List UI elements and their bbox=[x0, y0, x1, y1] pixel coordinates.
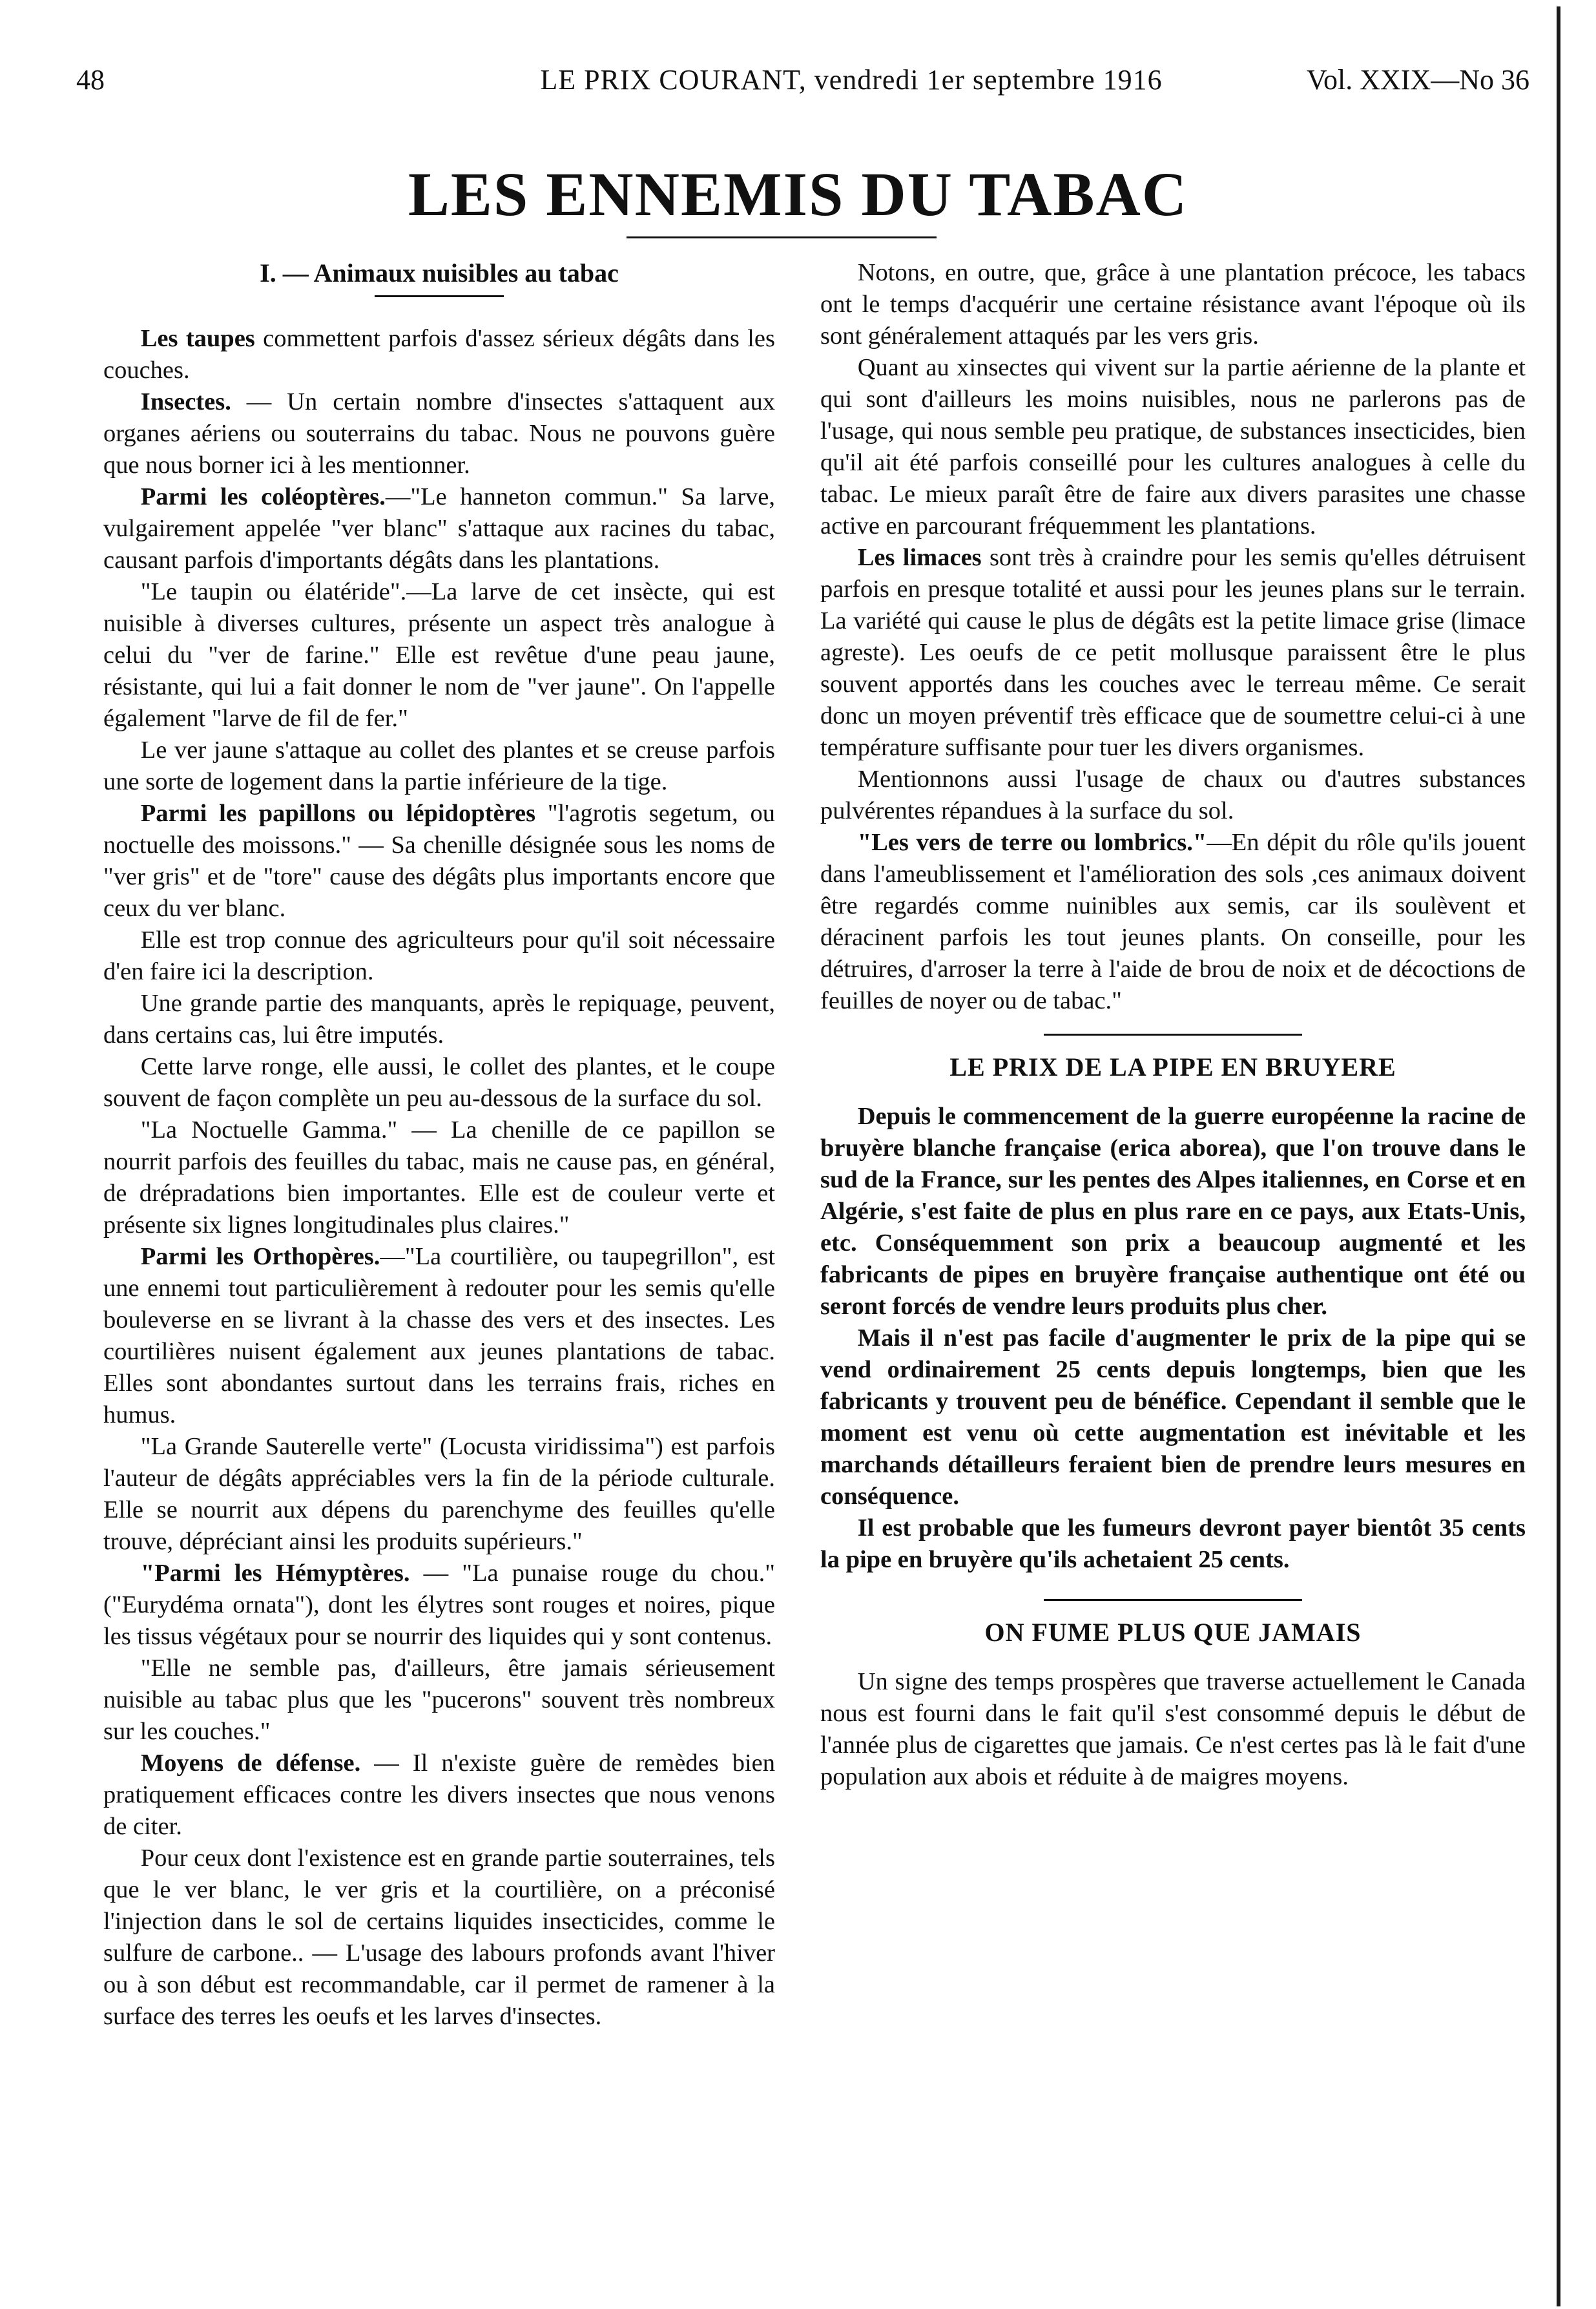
article-paragraph bbox=[103, 576, 775, 735]
article-body-left bbox=[103, 323, 775, 2032]
paragraph-text: Cette larve ronge, elle aussi, le collet des plantes, et le coupe souvent de façon complète un peu au-dessous de la surface du sol. bbox=[103, 1053, 775, 1112]
paragraph-text: Mentionnons aussi l'usage de chaux ou d'autres substances pulvérentes répandues à la surface du sol. bbox=[820, 766, 1526, 824]
paragraph-text: "La Noctuelle Gamma." — La chenille de ce papillon se nourrit parfois des feuilles du tabac, mais ne cause pas, en général, de drépradations bien importantes. Elle est de couleur verte et présente six lignes longitudinales plus claires." bbox=[103, 1116, 775, 1238]
article-paragraph bbox=[103, 1653, 775, 1748]
paragraph-text: Notons, en outre, que, grâce à une plantation précoce, les tabacs ont le temps d'acquérir une certaine résistance avant l'époque où ils sont généralement attaqués par les vers gris. bbox=[820, 259, 1526, 350]
section-rule bbox=[375, 295, 504, 297]
section-title: I. — Animaux nuisibles au tabac bbox=[260, 258, 619, 287]
paragraph-text: Une grande partie des manquants, après le repiquage, peuvent, dans certains cas, lui être imputés. bbox=[103, 990, 775, 1049]
paragraph-lead: Parmi les papillons ou lépidoptères bbox=[140, 800, 536, 827]
article-paragraph bbox=[103, 1558, 775, 1653]
article-paragraph bbox=[820, 257, 1526, 352]
article-paragraph bbox=[103, 481, 775, 576]
pipe-article-paragraph: Il est probable que les fumeurs devront payer bientôt 35 cents la pipe en bruyère qu'ils achetaient 25 cents. bbox=[820, 1514, 1526, 1573]
page-number: 48 bbox=[76, 64, 105, 96]
smoke-article-paragraph: Un signe des temps prospères que traverse actuellement le Canada nous est fourni dans le fait qu'il s'est consommé depuis le début de l'année plus de cigarettes que jamais. Ce n'est certes pas là le fait d'une population aux abois et réduite à de maigres moyens. bbox=[820, 1668, 1526, 1790]
paragraph-text: sont très à craindre pour les semis qu'elles détruisent parfois en presque totalité et aussi pour les jeunes plans sur le terrain. La variété qui cause le plus de dégâts est la petite limace grise (limace agreste). Les oeufs de ce petit mollusque paraissent être le plus souvent apportés dans les couches avec le terreau même. Ce serait donc un moyen préventif très efficace que de soumettre celui-ci à une température suffisante pour tuer les divers organismes. bbox=[820, 544, 1526, 761]
article-paragraph bbox=[103, 1431, 775, 1558]
paragraph-text: — Un certain nombre d'insectes s'attaquent aux organes aériens ou souterrains du tabac. Nous ne pouvons guère que nous borner ici à les mentionner. bbox=[103, 388, 775, 479]
article-paragraph bbox=[103, 323, 775, 386]
paragraph-text: Quant au xinsectes qui vivent sur la partie aérienne de la plante et qui sont d'ailleurs les moins nuisibles, nous ne parlerons pas de l'usage, qui nous semble peu pratique, de substances insecticides, bien qu'il ait été parfois conseillé pour les cultures analogues à celle du tabac. Le mieux paraît être de faire aux divers parasites une chasse active en parcourant fréquemment les plantations. bbox=[820, 354, 1526, 539]
pipe-article-paragraph: Mais il n'est pas facile d'augmenter le prix de la pipe qui se vend ordinairement 25 cents depuis longtemps, bien que les fabricants y trouvent peu de bénéfice. Cependant il semble que le moment est venu où cette augmentation est inévitable et les marchands détailleurs feraient bien de prendre leurs mesures en conséquence. bbox=[820, 1324, 1526, 1510]
article-paragraph bbox=[103, 1241, 775, 1431]
page-edge-rule bbox=[1557, 6, 1560, 2306]
paragraph-lead: Les taupes bbox=[140, 325, 255, 352]
paragraph-text: "Elle ne semble pas, d'ailleurs, être jamais sérieusement nuisible au tabac plus que les "pucerons" souvent très nombreux sur les couches." bbox=[103, 1655, 775, 1745]
paragraph-text: "La Grande Sauterelle verte" (Locusta viridissima") est parfois l'auteur de dégâts appréciables vers la fin de la période culturale. Elle se nourrit aux dépens du parenchyme des feuilles qu'elle trouve, dépréciant ainsi les produits supérieurs." bbox=[103, 1433, 775, 1555]
article-paragraph bbox=[820, 764, 1526, 827]
article-paragraph bbox=[103, 386, 775, 481]
article-paragraph bbox=[820, 827, 1526, 1017]
paragraph-lead: Parmi les coléoptères. bbox=[140, 483, 386, 510]
column-right bbox=[820, 257, 1526, 1793]
article-title: LES ENNEMIS DU TABAC bbox=[408, 160, 1188, 229]
paragraph-text: —"La courtilière, ou taupegrillon", est une ennemi tout particulièrement à redouter pour les semis qu'elle bouleverse en se livrant à la chasse des vers et des insectes. Les courtilières nuisent également aux jeunes plantations de tabac. Elles sont abondantes surtout dans les terrains frais, riches en humus. bbox=[103, 1243, 775, 1428]
article-paragraph bbox=[103, 1051, 775, 1114]
paragraph-text: — "La punaise rouge du chou." ("Eurydéma ornata"), dont les élytres sont rouges et noires, pique les tissus végétaux pour se nourrir des liquides qui y sont contenus. bbox=[103, 1560, 776, 1650]
article-paragraph bbox=[103, 1114, 775, 1241]
smoke-article-title: ON FUME PLUS QUE JAMAIS bbox=[984, 1618, 1362, 1647]
pipe-article-paragraph: Depuis le commencement de la guerre européenne la racine de bruyère blanche française (erica aborea), que l'on trouve dans le sud de la France, sur les pentes des Alpes italiennes, en Corse et en Algérie, s'est faite de plus en plus rare en ce pays, aux Etats-Unis, etc. Conséquemment son prix a beaucoup augmenté et les fabricants de pipes en bruyère française authentique ont été ou seront forcés de vendre leurs produits plus cher. bbox=[820, 1103, 1526, 1320]
article-paragraph bbox=[103, 798, 775, 925]
paragraph-lead: Insectes. bbox=[140, 388, 231, 415]
paragraph-lead: "Parmi les Hémyptères. bbox=[140, 1560, 410, 1587]
paragraph-text: Le ver jaune s'attaque au collet des plantes et se creuse parfois une sorte de logement dans la partie inférieure de la tige. bbox=[103, 737, 775, 795]
article-paragraph bbox=[820, 352, 1526, 542]
article-paragraph bbox=[103, 1748, 775, 1843]
pipe-article-title: LE PRIX DE LA PIPE EN BRUYERE bbox=[949, 1052, 1396, 1081]
paragraph-lead: Les limaces bbox=[857, 544, 982, 571]
article-paragraph bbox=[103, 925, 775, 988]
smoke-article-rule bbox=[1044, 1599, 1302, 1601]
page-header bbox=[76, 63, 1529, 102]
masthead: LE PRIX COURANT, vendredi 1er septembre 1916 bbox=[540, 64, 1163, 96]
paragraph-text: "l'agrotis segetum, ou noctuelle des moissons." — Sa chenille désignée sous les noms de "ver gris" et de "tore" cause des dégâts plus importants encore que ceux du ver blanc. bbox=[103, 800, 776, 922]
paragraph-text: — Il n'existe guère de remèdes bien pratiquement efficaces contre les divers insectes que nous venons de citer. bbox=[103, 1750, 775, 1840]
article-paragraph bbox=[103, 1843, 775, 2032]
column-left bbox=[103, 257, 775, 2032]
paragraph-lead: Moyens de défense. bbox=[140, 1750, 361, 1777]
paragraph-text: Elle est trop connue des agriculteurs pour qu'il soit nécessaire d'en faire ici la description. bbox=[103, 926, 775, 985]
paragraph-text: Pour ceux dont l'existence est en grande partie souterraines, tels que le ver blanc, le ver gris et la courtilière, on a préconisé l'injection dans le sol de certains liquides insecticides, comme le sulfure de carbone.. — L'usage des labours profonds avant l'hiver ou à son début est recommandable, car il permet de ramener à la surface des terres les oeufs et les larves d'insectes. bbox=[103, 1844, 775, 2030]
article-paragraph bbox=[103, 988, 775, 1051]
paragraph-lead: Parmi les Orthopères. bbox=[140, 1243, 380, 1270]
paragraph-text: commettent parfois d'assez sérieux dégâts dans les couches. bbox=[103, 325, 775, 384]
smoke-article-body bbox=[820, 1666, 1526, 1793]
pipe-article-body bbox=[820, 1101, 1526, 1576]
title-rule bbox=[627, 236, 937, 238]
article-body-right bbox=[820, 257, 1526, 1017]
article-paragraph bbox=[820, 542, 1526, 764]
article-paragraph bbox=[103, 735, 775, 798]
paragraph-text: "Le taupin ou élatéride".—La larve de cet insècte, qui est nuisible à diverses cultures, présente un aspect très analogue à celui du "ver de farine." Elle est revêtue d'une peau jaune, résistante, qui lui a fait donner le nom de "ver jaune". On l'appelle également "larve de fil de fer." bbox=[103, 578, 775, 732]
paragraph-text: —"Le hanneton commun." Sa larve, vulgairement appelée "ver blanc" s'attaque aux racines du tabac, causant parfois d'importants dégâts dans les plantations. bbox=[103, 483, 775, 574]
paragraph-lead: "Les vers de terre ou lombrics." bbox=[857, 829, 1207, 856]
volume-number: Vol. XXIX—No 36 bbox=[1306, 64, 1529, 96]
pipe-article-rule bbox=[1044, 1034, 1302, 1036]
paragraph-text: —En dépit du rôle qu'ils jouent dans l'ameublissement et l'amélioration des sols ,ces animaux doivent être regardés comme nuinibles aux semis, car ils soulèvent et déracinent parfois les tout jeunes plants. On conseille, pour les détruires, d'arroser la terre à l'aide de brou de noix et de décoctions de feuilles de noyer ou de tabac." bbox=[820, 829, 1526, 1014]
